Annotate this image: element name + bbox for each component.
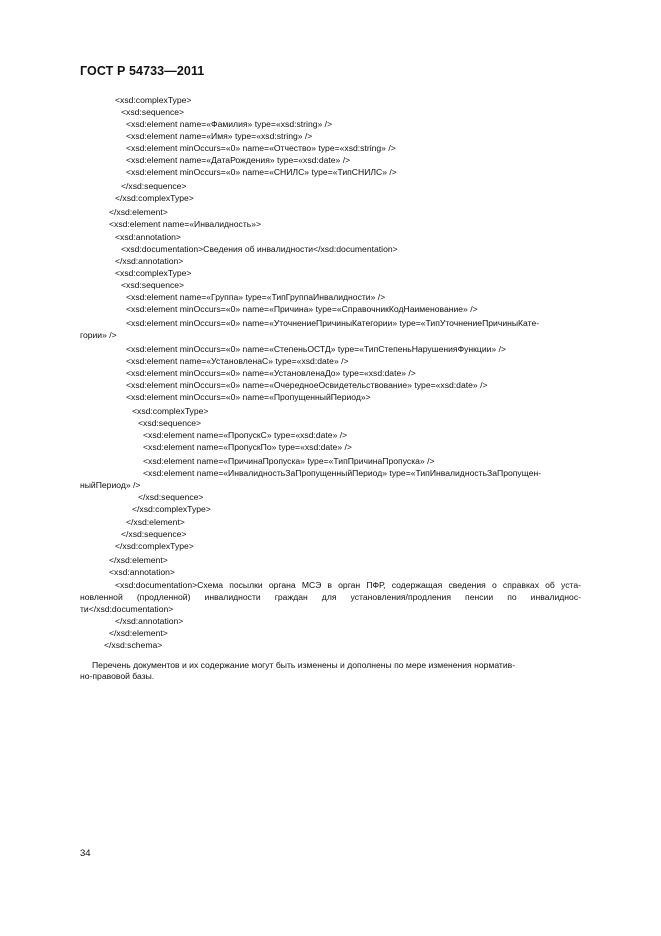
code-line: </xsd:complexType> <box>115 541 194 551</box>
code-line: </xsd:element> <box>126 517 185 527</box>
code-line: <xsd:documentation>Сведения об инвалидности</xsd:documentation> <box>121 244 398 254</box>
code-line: <xsd:element minOccurs=«0» name=«СтепеньОСТД» type=«ТипСтепеньНарушенияФункции» /> <box>126 344 506 354</box>
paragraph-line: Перечень документов и их содержание могут быть изменены и дополнены по мере изменения норматив- <box>92 660 516 670</box>
code-line: новленной (продленной) инвалидности граждан для установления/продления пенсии по инвалиднос- <box>80 592 581 602</box>
code-line: <xsd:element name=«Группа» type=«ТипГруппаИнвалидности» /> <box>126 292 386 302</box>
code-line: <xsd:element minOccurs=«0» name=«Причина» type=«СправочникКодНаименование» /> <box>126 304 478 314</box>
code-line: </xsd:annotation> <box>115 616 184 626</box>
code-line: <xsd:element name=«ИнвалидностьЗаПропущенныйПериод» type=«ТипИнвалидностьЗаПропущен- <box>143 468 542 478</box>
code-line: <xsd:element minOccurs=«0» name=«ОчередноеОсвидетельствование» type=«xsd:date» /> <box>126 380 488 390</box>
code-line: </xsd:sequence> <box>121 529 187 539</box>
code-line: <xsd:element minOccurs=«0» name=«СНИЛС» type=«ТипСНИЛС» /> <box>126 167 397 177</box>
page-number: 34 <box>80 848 91 859</box>
code-line: <xsd:element name=«ПропускС» type=«xsd:date» /> <box>143 430 348 440</box>
code-line: </xsd:annotation> <box>115 256 184 266</box>
code-line: <xsd:element name=«Фамилия» type=«xsd:string» /> <box>126 119 333 129</box>
code-line: <xsd:sequence> <box>138 418 202 428</box>
code-line: </xsd:element> <box>109 555 168 565</box>
paragraph-line: но-правовой базы. <box>80 671 155 681</box>
code-line: </xsd:schema> <box>104 640 163 650</box>
code-line: </xsd:sequence> <box>138 492 204 502</box>
code-line: <xsd:element name=«ДатаРождения» type=«xsd:date» /> <box>126 155 351 165</box>
code-line: <xsd:sequence> <box>121 280 185 290</box>
code-line: <xsd:annotation> <box>115 232 181 242</box>
code-line: <xsd:element name=«УстановленаС» type=«xsd:date» /> <box>126 356 349 366</box>
code-line: <xsd:element minOccurs=«0» name=«УточнениеПричиныКатегории» type=«ТипУточнениеПричиныКате- <box>126 318 540 328</box>
code-line: <xsd:element name=«ПропускПо» type=«xsd:date» /> <box>143 442 352 452</box>
code-line: </xsd:complexType> <box>132 504 211 514</box>
code-line: <xsd:element name=«Имя» type=«xsd:string» /> <box>126 131 313 141</box>
code-line: </xsd:sequence> <box>121 181 187 191</box>
code-line: <xsd:complexType> <box>132 406 209 416</box>
code-line: <xsd:documentation>Схема посылки органа МСЭ в орган ПФР, содержащая сведения о справках об уста- <box>115 580 581 590</box>
code-line: ти</xsd:documentation> <box>80 604 174 614</box>
code-line: <xsd:element minOccurs=«0» name=«ПропущенныйПериод»> <box>126 392 371 402</box>
code-line: <xsd:element minOccurs=«0» name=«УстановленаДо» type=«xsd:date» /> <box>126 368 416 378</box>
code-line: <xsd:annotation> <box>109 567 175 577</box>
code-line: </xsd:complexType> <box>115 193 194 203</box>
code-line: </xsd:element> <box>109 628 168 638</box>
code-line: <xsd:sequence> <box>121 107 185 117</box>
code-line: гории» /> <box>80 330 117 340</box>
code-line: ныйПериод» /> <box>80 480 141 490</box>
code-line: <xsd:element name=«Инвалидность»> <box>109 219 262 229</box>
code-line: <xsd:element minOccurs=«0» name=«Отчество» type=«xsd:string» /> <box>126 143 396 153</box>
code-line: <xsd:complexType> <box>115 268 192 278</box>
code-line: <xsd:element name=«ПричинаПропуска» type=«ТипПричинаПропуска» /> <box>143 456 435 466</box>
document-header: ГОСТ Р 54733—2011 <box>80 64 205 78</box>
code-line: </xsd:element> <box>109 207 168 217</box>
code-line: <xsd:complexType> <box>115 95 192 105</box>
